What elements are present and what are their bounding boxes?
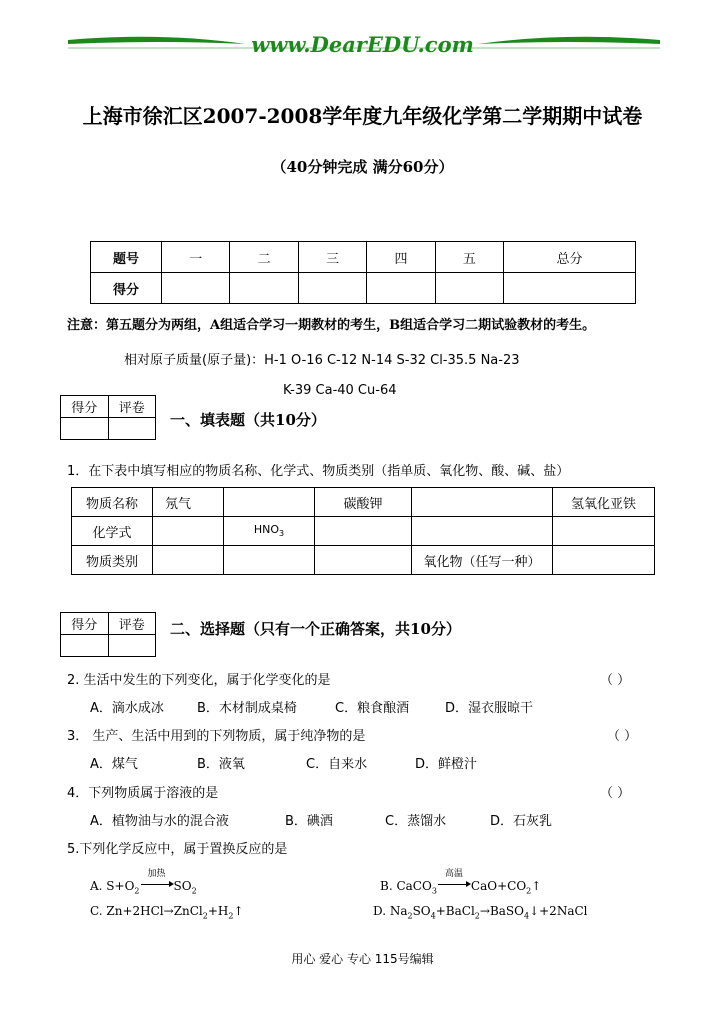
site-name[interactable]: www.DearEDU.com — [251, 32, 474, 57]
formula-hno3: HNO — [253, 523, 280, 537]
eq-text: B. CaCO — [380, 879, 432, 893]
table-cell: 氖气 — [153, 488, 224, 517]
table-cell[interactable] — [61, 418, 109, 440]
eq-text: ZnCl — [173, 904, 203, 918]
subscript: 2 — [407, 911, 413, 921]
table-cell: 评卷 — [108, 613, 156, 635]
score-table — [90, 241, 636, 304]
option-b: B．木材制成桌椅 — [197, 701, 297, 716]
atomic-mass-line-1: 相对原子质量(原子量)：H-1 O-16 C-12 N-14 S-32 Cl-35.5 Na-23 — [124, 353, 520, 368]
subscript: 2 — [202, 911, 208, 921]
condition-label: 高温 — [444, 869, 463, 879]
table-cell[interactable] — [367, 273, 435, 304]
option-a: A．煤气 — [90, 757, 138, 772]
option-a: A．植物油与水的混合液 — [90, 814, 229, 829]
table-cell: 得分 — [61, 613, 109, 635]
table-row — [72, 488, 655, 517]
table-cell: 氢氧化亚铁 — [553, 488, 655, 517]
eq-text: BaSO — [489, 904, 524, 918]
table-cell — [224, 517, 315, 546]
condition-label: 加热 — [147, 869, 166, 879]
page-title: 上海市徐汇区2007-2008学年度九年级化学第二学期期中试卷 — [82, 104, 643, 128]
table-cell: 一 — [162, 242, 230, 273]
table-cell[interactable] — [153, 546, 224, 575]
table-cell[interactable] — [162, 273, 230, 304]
exam-note: 注意：第五题分为两组，A组适合学习一期教材的考生，B组适合学习二期试验教材的考生。 — [67, 318, 596, 333]
subscript: 3 — [279, 529, 285, 539]
table-cell[interactable] — [108, 418, 156, 440]
table-cell[interactable] — [412, 517, 553, 546]
option-d: D．湿衣服晾干 — [445, 701, 534, 716]
table-cell: 碳酸钾 — [315, 488, 412, 517]
table-row — [61, 635, 156, 657]
fill-table — [71, 487, 655, 575]
question-5: 5.下列化学反应中，属于置换反应的是 — [67, 842, 288, 857]
arrow-icon — [140, 869, 174, 890]
subscript: 2 — [191, 886, 197, 896]
gas-up-arrow-icon: ↑ — [531, 879, 542, 893]
option-c: C．蒸馏水 — [385, 814, 447, 829]
table-cell: 二 — [230, 242, 298, 273]
section-heading: 二、选择题（只有一个正确答案，共10分） — [170, 620, 461, 638]
option-b: B．液氧 — [197, 757, 245, 772]
eq-text: A. S+O — [90, 879, 135, 893]
subscript: 4 — [523, 911, 530, 921]
table-cell[interactable] — [412, 488, 553, 517]
option-d: D．鲜橙汁 — [415, 757, 478, 772]
question-1: 1．在下表中填写相应的物质名称、化学式、物质类别（指单质、氧化物、酸、碱、盐） — [67, 464, 570, 479]
table-cell[interactable] — [61, 635, 109, 657]
question-3: 3． 生产、生活中用到的下列物质，属于纯净物的是 — [67, 729, 366, 744]
eq-text: D. Na — [373, 904, 408, 918]
table-row — [91, 242, 636, 273]
page-subtitle: （40分钟完成 满分60分） — [271, 158, 454, 176]
table-cell[interactable] — [108, 635, 156, 657]
table-cell: 氧化物（任写一种） — [412, 546, 553, 575]
table-cell: 物质名称 — [72, 488, 153, 517]
option-c: C．粮食酿酒 — [335, 701, 410, 716]
table-cell: 得分 — [91, 273, 162, 304]
arrow-icon: → — [479, 904, 490, 918]
answer-blank[interactable]: （ ） — [600, 786, 631, 801]
grading-box — [60, 395, 156, 440]
subscript: 2 — [474, 911, 480, 921]
option-a — [90, 869, 197, 896]
table-cell[interactable] — [553, 517, 655, 546]
table-row — [61, 613, 156, 635]
eq-text: CaO+CO — [470, 879, 527, 893]
option-c — [90, 904, 244, 920]
option-d: D．石灰乳 — [490, 814, 553, 829]
question-2: 2. 生活中发生的下列变化，属于化学变化的是 — [67, 673, 331, 688]
answer-blank[interactable]: （ ） — [600, 673, 631, 688]
subscript: 3 — [431, 886, 437, 896]
precipitate-down-arrow-icon: ↓ — [529, 904, 540, 918]
subscript: 2 — [134, 886, 140, 896]
section-heading: 一、填表题（共10分） — [170, 411, 326, 429]
table-cell[interactable] — [230, 273, 298, 304]
table-cell: 四 — [367, 242, 435, 273]
table-row — [91, 273, 636, 304]
table-cell: 总分 — [504, 242, 636, 273]
table-cell[interactable] — [435, 273, 503, 304]
eq-text: +2NaCl — [539, 904, 588, 918]
eq-text: C. Zn+2HCl — [90, 904, 164, 918]
table-cell[interactable] — [153, 517, 224, 546]
header-logo — [0, 30, 725, 60]
gas-up-arrow-icon: ↑ — [233, 904, 244, 918]
table-cell: 五 — [435, 242, 503, 273]
question-4: 4．下列物质属于溶液的是 — [67, 786, 219, 801]
table-cell[interactable] — [315, 517, 412, 546]
eq-text: SO — [173, 879, 192, 893]
eq-text: +BaCl — [435, 904, 475, 918]
table-cell[interactable] — [553, 546, 655, 575]
table-row — [72, 517, 655, 546]
table-cell[interactable] — [298, 273, 366, 304]
table-cell[interactable] — [504, 273, 636, 304]
answer-blank[interactable]: （ ） — [607, 729, 638, 744]
option-d — [373, 904, 588, 920]
table-cell: 题号 — [91, 242, 162, 273]
option-b — [380, 869, 542, 896]
table-cell: 化学式 — [72, 517, 153, 546]
option-b: B．碘酒 — [285, 814, 333, 829]
table-row — [61, 396, 156, 418]
table-row — [61, 418, 156, 440]
arrow-icon — [437, 869, 471, 890]
eq-text: +H — [207, 904, 229, 918]
table-cell: 得分 — [61, 396, 109, 418]
table-cell[interactable] — [224, 488, 315, 517]
table-cell: 评卷 — [108, 396, 156, 418]
table-cell[interactable] — [224, 546, 315, 575]
atomic-mass-line-2: K-39 Ca-40 Cu-64 — [283, 383, 397, 398]
eq-text: SO — [412, 904, 431, 918]
subscript: 4 — [430, 911, 436, 921]
table-row — [72, 546, 655, 575]
arrow-icon: → — [163, 904, 174, 918]
table-cell[interactable] — [315, 546, 412, 575]
subscript: 2 — [526, 886, 532, 896]
table-cell: 物质类别 — [72, 546, 153, 575]
option-a: A．滴水成冰 — [90, 701, 164, 716]
table-cell: 三 — [298, 242, 366, 273]
page-footer: 用心 爱心 专心 115号编辑 — [291, 952, 434, 966]
option-c: C．自来水 — [306, 757, 368, 772]
subscript: 2 — [228, 911, 234, 921]
grading-box — [60, 612, 156, 657]
